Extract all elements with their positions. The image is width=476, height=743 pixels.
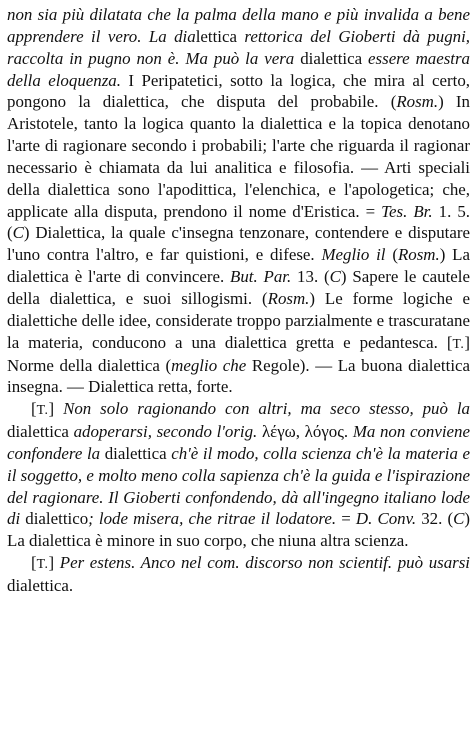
italic-run: Tes. Br.	[381, 201, 433, 221]
text-run: ]	[48, 399, 64, 419]
italic-run: C	[329, 267, 341, 287]
italic-run: C	[453, 509, 465, 529]
text-run: I Peripatetici, sotto la logica, che mira al certo, pongono la dialettica, che disputa del probabile. (	[7, 70, 470, 112]
text-run: dialettico	[25, 509, 89, 529]
italic-run: essere maestra della eloquenza.	[7, 48, 470, 90]
italic-run: Ma non conviene confondere la	[7, 422, 470, 463]
text-run: dialettica	[104, 443, 172, 463]
text-run: λέγω, λόγος.	[257, 422, 353, 442]
italic-run: meglio che	[171, 355, 247, 375]
italic-run: ; lode misera, che ritrae il lodatore.	[88, 509, 337, 529]
italic-run: Rosm.	[396, 92, 439, 112]
entry-paragraph-2	[7, 398, 470, 552]
text-run: Regole). — La buona dialettica insegna. — Dialettica retta, forte.	[7, 355, 471, 397]
italic-run: Meglio il	[321, 245, 386, 265]
text-run: dialettica.	[7, 575, 74, 595]
text-run: 32. (	[416, 509, 454, 529]
text-run: [	[31, 553, 37, 573]
entry-paragraph-3	[7, 552, 470, 597]
italic-run: C	[12, 223, 24, 243]
italic-run: D. Conv.	[355, 509, 417, 529]
text-run: ) Sapere le cautele della dialettica, e suoi sillogismi. (	[7, 267, 470, 308]
italic-run: Rosm.	[267, 288, 310, 308]
italic-run: Rosm.	[397, 245, 440, 265]
text-run: =	[336, 509, 356, 529]
text-run: dialettica	[300, 48, 369, 68]
text-run: ) La dialettica è minore in suo corpo, che niuna altra scienza.	[7, 509, 470, 551]
text-run: ) Le forme logiche e dialettiche delle idee, considerate troppo parzialmente e trascuratane la materia, conducono a una dialettica gretta e pedantesca. [	[7, 288, 470, 352]
small-caps-run: T.	[36, 556, 49, 572]
italic-run: rettorica del Gioberti dà pugni, raccolta in pugno non è. Ma può la vera	[7, 26, 470, 68]
text-run: lettica	[195, 26, 245, 46]
text-run: 1. 5. (	[7, 201, 470, 243]
entry-paragraph-1	[7, 4, 470, 398]
small-caps-run: T.	[452, 335, 465, 351]
text-run: 13. (	[291, 267, 330, 287]
italic-run: ch'è il modo, colla scienza ch'è la materia e il soggetto, e molto meno colla sapienza ch'è la guida e l'ispirazione del ragionare. Il Gioberti confondendo, dà all'ingegno italiano lode di	[7, 443, 471, 529]
text-run: ) In Aristotele, tanto la logica quanto la dialettica e la topica denotano l'arte di ragionare secondo i probabili; l'arte che riguarda il ragionar necessario è chiamata da lui analitica e filosofia. — Arti speciali della dialettica sono l'apodittica, l'elenchica, e l'apologetica; che, applicate alla disputa, prendono il nome d'Eristica. =	[7, 92, 471, 221]
italic-run: Non solo ragionando con altri, ma seco stesso, può la	[63, 399, 470, 419]
text-run: ]	[48, 553, 60, 573]
italic-run: adoperarsi, secondo l'orig.	[73, 422, 258, 442]
text-run: (	[385, 245, 398, 265]
text-run: ) La dialettica è l'arte di convincere.	[7, 245, 470, 287]
text-run: dialettica	[7, 422, 74, 442]
italic-run: Per estens. Anco nel com. discorso non scientif. può usarsi	[59, 553, 470, 573]
text-run: ) Dialettica, la quale c'insegna tenzonare, contendere e disputare l'uno contra l'altro, e far quistioni, e difese.	[7, 223, 470, 265]
text-run: [	[31, 399, 37, 419]
text-run: ] Norme della dialettica (	[7, 332, 470, 375]
italic-run: But. Par.	[230, 267, 292, 287]
small-caps-run: T.	[36, 402, 49, 418]
italic-run: non sia più dilatata che la palma della mano e più invalida a bene apprendere il vero. La dia	[7, 5, 470, 46]
